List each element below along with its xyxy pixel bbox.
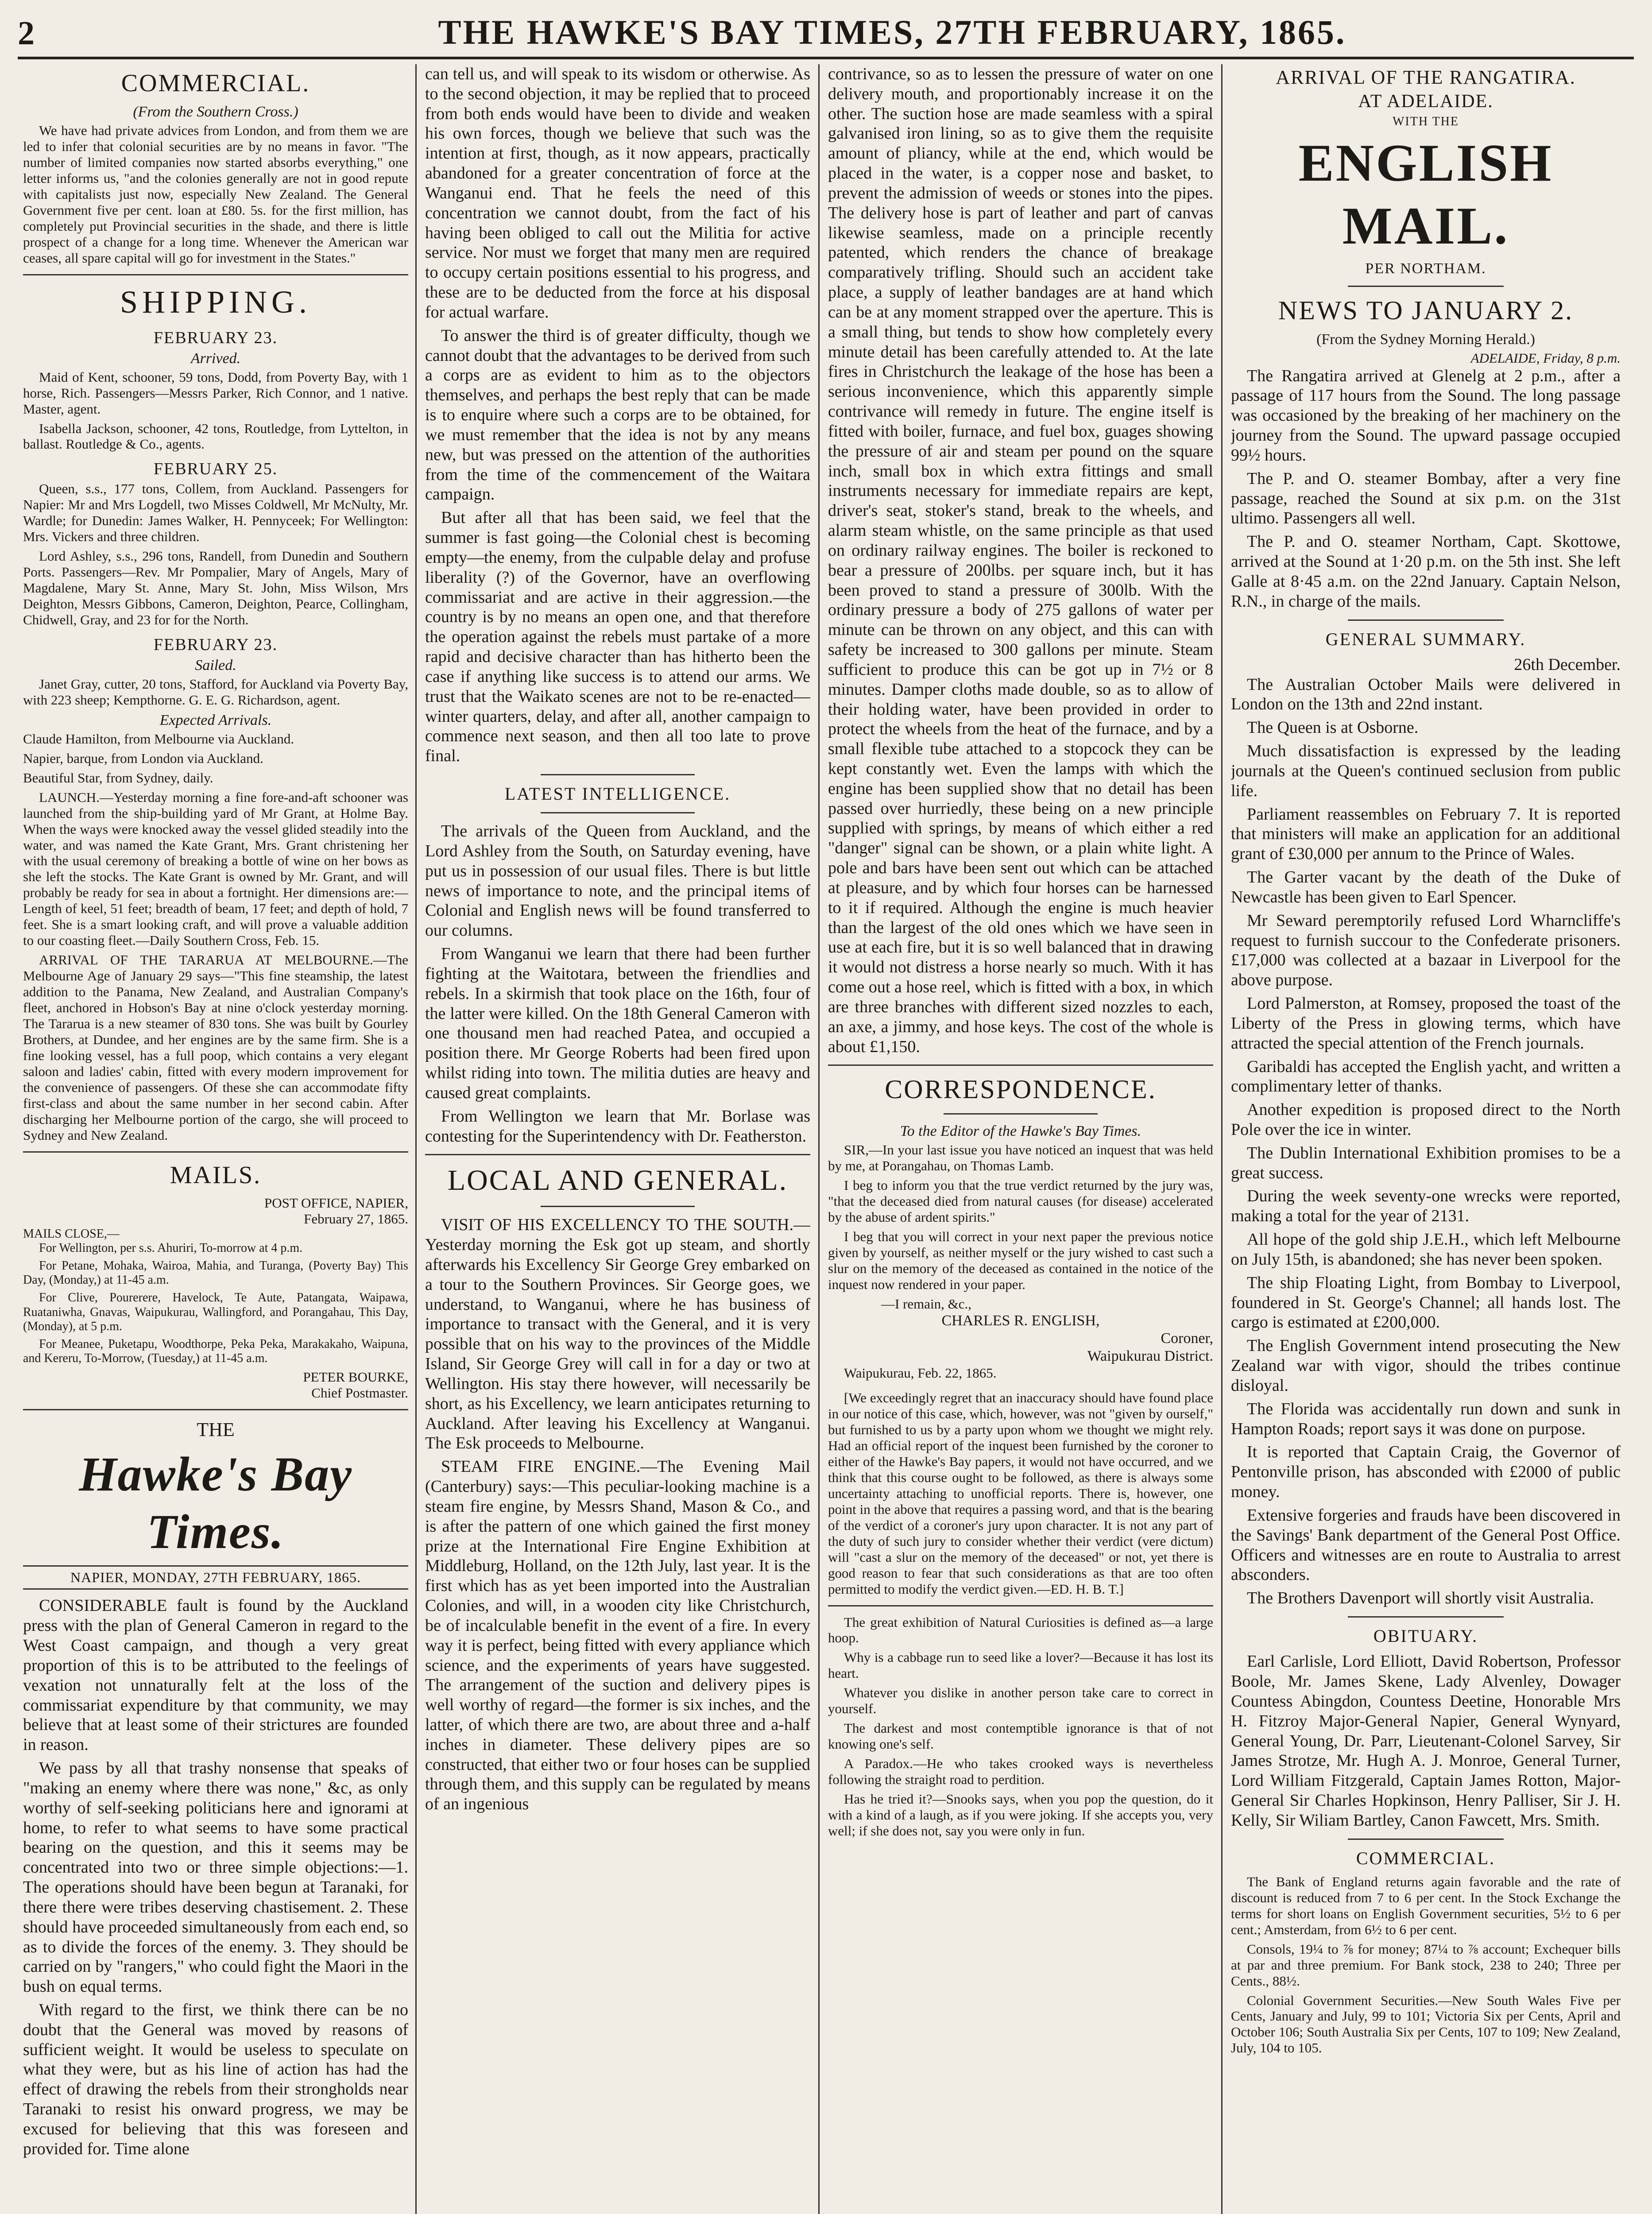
editorial-paragraph: We pass by all that trashy nonsense that speaks of "making an enemy where there was none," &c, as only worthy of self-seeking politicians here and ignorami at home, to refer to what seems to have some practical bearing on the question, and this it seems may be concentrated into two or three simple objections:—1. The operations should have been begun at Taranaki, for there there were tribes deserving chastisement. 2. These should have proceeded simultaneously from each end, so as to divide the forces of the enemy. 3. They should be carried on by "rangers," who could fight the Maori in the bush on equal terms. — [23, 1759, 408, 1996]
fire-engine-paragraph: contrivance, so as to lessen the pressure of water on one delivery mouth, and proportionably increase it on the other. The suction hose are made seamless with a spiral galvanised iron lining, so as to give them the requisite amount of pliancy, while at the end, which would be placed in the water, is a copper nose and basket, to prevent the admission of weeds or stones into the pipes. The delivery hose is part of leather and part of canvas likewise seamless, made on a principle recently patented, which renders the chance of breakage comparatively trifling. Should such an accident take place, a supply of leather bandages are at hand which can be at any moment strapped over the aperture. This is a small thing, but tends to show how completely every minute detail has been carefully attended to. At the late fires in Christchurch the leakage of the hose has been a serious inconvenience, which this apparently simple contrivance will remedy in future. The engine itself is fitted with boiler, furnace, and fuel box, guages showing the pressure of air and steam per pound on the square inch, small box in which extra fittings and small instruments necessary for immediate repairs are kept, driver's seat, stoker's stand, break to the wheels, and alarm steam whistle, on the same principle as that used on ordinary railway engines. The boiler is reckoned to bear a pressure of 200lbs. per square inch, but it has been proved to stand a pressure of 300lb. With the ordinary pressure a body of 275 gallons of water per minute can be thrown on any object, and this can with safety be increased to 300 gallons per minute. Steam sufficient to produce this can be got up in 7½ or 8 minutes. Damper cloths made double, so as to allow of their holding water, have been provided in order to protect the wheels from the heat of the furnace, and by a small flexible tube attached to a stopcock they can be kept constantly wet. Even the lamps with which the engine has been supplied show that no detail has been passed over hurriedly, these being on a new principle supplied with springs, by means of which either a red "danger" signal can be shown, or a plain white light. A pole and bars have been sent out which can be attached at pleasure, and by which four horses can be harnessed to it if required. Although the engine is much heavier than the largest of the old ones which we have seen in use at each fire, but it is so well balanced that in drawing it would not distress a horse nearly so much. With it has come out a hose reel, which is fitted with a box, in which are three branches with different sized nozzles to each, an axe, a jimmy, and hose keys. The cost of the whole is about £1,150. — [828, 65, 1213, 1056]
news-dateline: ADELAIDE, Friday, 8 p.m. — [1470, 350, 1621, 366]
arrived-label: Arrived. — [190, 350, 241, 367]
letter-signature: CHARLES R. ENGLISH, — [941, 1312, 1100, 1329]
news-paragraph: The Rangatira arrived at Glenelg at 2 p.m., after a passage of 117 hours from the Sound. The long passage was occasioned by the breaking of her machinery on the journey from the Sound. The upward passage occupied 99½ hours. — [1231, 366, 1621, 464]
correspondence-heading: CORRESPONDENCE. — [885, 1075, 1157, 1104]
tararua-paragraph: ARRIVAL OF THE TARARUA AT MELBOURNE.—The Melbourne Age of January 29 says—"This fine steamship, the latest addition to the Panama, New Zealand, and Australian Company's fleet, anchored in Hobson's Bay at nine o'clock yesterday morning. The Tararua is a new steamer of 830 tons. She was built by Gourley Brothers, at Dundee, and her engines are by the same firm. She is a fine looking vessel, has a full poop, which contains a very elegant saloon and ladies' cabin, fitted with every modern improvement for the convenience of passengers. Of these she can accommodate fifty first-class and about the same number in her second cabin. After discharging her Melbourne portion of the cargo, she will proceed to Sydney and New Zealand. — [23, 952, 408, 1143]
editorial-paragraph: To answer the third is of greater difficulty, though we cannot doubt that the advantages to be derived from such a corps are as evident to him as to the objectors themselves, and perhaps the best reply that can be made is to enquire where such a corps are to be obtained, for we must remember that the idea is not by any means new, but was pressed on the attention of the authorities from the time of the commencement of the Waitara campaign. — [425, 326, 810, 504]
editorial-paragraph: CONSIDERABLE fault is found by the Auckland press with the plan of General Cameron in regard to the West Coast campaign, and though a very great proportion of this is to be attributed to the feelings of vexation not unnaturally felt at the loss of the commissariat expenditure by that community, we may believe that at least some of their strictures are founded in reason. — [23, 1596, 408, 1754]
commercial-heading-2: COMMERCIAL. — [1356, 1848, 1496, 1868]
divider — [944, 1113, 1098, 1115]
divider — [541, 1206, 695, 1207]
mails-office: POST OFFICE, NAPIER, — [264, 1195, 408, 1211]
editorial-dateline: NAPIER, MONDAY, 27TH FEBRUARY, 1865. — [23, 1565, 408, 1590]
divider — [1348, 1839, 1504, 1840]
arrival-at: AT ADELAIDE. — [1358, 91, 1493, 112]
shipping-date: FEBRUARY 23. — [153, 635, 278, 654]
summary-item: The Florida was accidentally run down and sunk in Hampton Roads; report says it was done on purpose. — [1231, 1399, 1621, 1438]
mail-entry: For Meanee, Puketapu, Woodthorpe, Peka Peka, Marakakaho, Waipuna, and Kereru, To-Morrow, (Tuesday,) at 11-45 a.m. — [23, 1337, 408, 1366]
commercial-text: We have had private advices from London, and from them we are led to infer that colonial securities are by no means in favor. "The number of limited companies now started absorbs everything," one letter informs us, "and the colonies generally are not in good repute with capitalists just now, especially New Zealand. The General Government five per cent. loan at £80. 5s. for the first million, has completely put Provincial securities in the shade, and there is little prospect of a change for a long time. Whenever the American war ceases, all spare capital will go for investment in the States." — [23, 123, 408, 266]
letter-paragraph: SIR,—In your last issue you have noticed an inquest that was held by me, at Porangahau, on Thomas Lamb. — [828, 1142, 1213, 1174]
summary-item: Parliament reassembles on February 7. It is reported that ministers will make an application for an additional grant of £30,000 per annum to the Prince of Wales. — [1231, 805, 1621, 863]
summary-item: The Garter vacant by the death of the Duke of Newcastle has been given to Earl Spencer. — [1231, 868, 1621, 906]
local-paragraph: VISIT OF HIS EXCELLENCY TO THE SOUTH.—Yesterday morning the Esk got up steam, and shortly afterwards his Excellency Sir George Grey embarked on a tour to the Southern Provinces. Sir George goes, we understand, to Wanganui, where he has business of importance to transact with the General, and it is very possible that on his way to the provinces of the Middle Island, Sir George Grey will call in for a day or two at Wellington. His stay there however, will necessarily be short, as his Excellency, we learn anticipates returning to Auckland. After leaving his Excellency at Wanganui. The Esk proceeds to Melbourne. — [425, 1215, 810, 1453]
divider — [1348, 619, 1504, 621]
misc-item: Whatever you dislike in another person take care to correct in yourself. — [828, 1685, 1213, 1717]
per-northam: PER NORTHAM. — [1365, 260, 1486, 277]
letter-paragraph: I beg to inform you that the true verdict returned by the jury was, "that the deceased died from natural causes (for disease) accelerated by the abuse of ardent spirits." — [828, 1177, 1213, 1225]
commercial-heading: COMMERCIAL. — [121, 70, 310, 97]
divider — [23, 1409, 408, 1410]
shipping-heading: SHIPPING. — [120, 284, 312, 320]
summary-date: 26th December. — [1514, 655, 1621, 674]
masthead — [18, 8, 1634, 59]
summary-item: The English Government intend prosecuting the New Zealand war with vigor, should the tribes continue disloyal. — [1231, 1336, 1621, 1395]
summary-item: Mr Seward peremptorily refused Lord Wharncliffe's request to furnish succour to the Confederate prisoners. £17,000 was collected at a bazaar in Liverpool for the above purpose. — [1231, 911, 1621, 990]
mail-entry: For Clive, Pourerere, Havelock, Te Aute, Patangata, Waipawa, Ruataniwha, Gnavas, Waipukurau, Wallingford, and Porangahau, This Day, (Monday), at 5 p.m. — [23, 1291, 408, 1333]
expected-entry: Claude Hamilton, from Melbourne via Auckland. — [23, 731, 294, 747]
summary-item: It is reported that Captain Craig, the Governor of Pentonville prison, has absconded with £2000 of public money. — [1231, 1443, 1621, 1502]
divider — [541, 774, 695, 775]
english-mail-heading: ENGLISH MAIL. — [1298, 133, 1553, 255]
shipping-date: FEBRUARY 25. — [153, 460, 278, 479]
column-3 — [828, 64, 1213, 2214]
letter-paragraph: I beg that you will correct in your next paper the previous notice given by yourself, as neither myself or the jury wished to cast such a slur on the memory of the deceased as contained in the notice of the inquest now rendered in your paper. — [828, 1229, 1213, 1292]
summary-item: Another expedition is proposed direct to the North Pole over the ice in winter. — [1231, 1100, 1621, 1139]
arrival-entry: Isabella Jackson, schooner, 42 tons, Routledge, from Lyttelton, in ballast. Routledge & Co., agents. — [23, 420, 408, 452]
launch-paragraph: LAUNCH.—Yesterday morning a fine fore-and-aft schooner was launched from the ship-building yard of Mr Grant, at Holme Bay. When the ways were knocked away the vessel glided steadily into the water, and was named the Kate Grant, Mrs. Grant christening her with the usual ceremony of breaking a bottle of wine on her bows as she left the stocks. The Kate Grant is owned by Mr. Grant, and will probably be ready for sea in about a fortnight. Her dimensions are:—Length of keel, 51 feet; breadth of beam, 17 feet; and depth of hold, 7 feet. She is a smart looking craft, and will prove a valuable addition to our coasting fleet.—Daily Southern Cross, Feb. 15. — [23, 789, 408, 948]
sailed-label: Sailed. — [195, 657, 236, 673]
mails-close: MAILS CLOSE,— — [23, 1227, 120, 1241]
arrival-entry: Lord Ashley, s.s., 296 tons, Randell, from Dunedin and Southern Ports. Passengers—Rev. Mr Pompalier, Mary of Angels, Mary of Magdalene, Mary St. Anne, Mary St. John, Miss Wilson, Mrs Deighton, Messrs Gibbons, Cameron, Deighton, Pearce, Collingham, Chidwell, Gray, and 23 for for the North. — [23, 548, 408, 627]
latest-paragraph: From Wellington we learn that Mr. Borlase was contesting for the Superintendency with Dr. Featherston. — [425, 1107, 810, 1146]
summary-heading: GENERAL SUMMARY. — [1325, 629, 1526, 649]
expected-entry: Beautiful Star, from Sydney, daily. — [23, 770, 213, 786]
summary-list — [1231, 675, 1621, 1608]
editor-note: [We exceedingly regret that an inaccuracy should have found place in our notice of this case, which, however, was not "given by ourself," but furnished to us by a party upon whom we thought we might rely. Had an official report of the inquest been furnished by the coroner to either of the Hawke's Bay papers, it would not have occurred, and we think that this course ought to be followed, as there is always some uncertainty attaching to unofficial reports. There is, however, one point in the above that requires a passing word, and that is the bearing of the verdict of a coroner's jury upon character. It is not any part of the duty of such jury to consider whether their verdict (vere dictum) will "cast a slur on the memory of the deceased" or not, yet there is good reason to fear that such considerations as that are too often permitted to modify the verdict given.—ED. H. B. T.] — [828, 1390, 1213, 1597]
mails-signature: PETER BOURKE, — [303, 1369, 408, 1385]
newspaper-flag: Hawke's Bay Times. — [79, 1447, 352, 1559]
obituary-text: Earl Carlisle, Lord Elliott, David Robertson, Professor Boole, Mr. James Skene, Lady Alvenley, Dowager Countess Abingdon, Countess Deetine, Honorable Mrs H. Fitzroy Major-General Napier, General Wynyard, General Young, Dr. Parr, Lieutenant-Colonel Sarvey, Sir James Strotze, Mr. Hugh A. J. Monroe, General Turner, Lord William Fitzgerald, Captain James Rotton, Major-General Sir Charles Hopkinson, Henry Palliser, Sir J. H. Kelly, Sir Wiliam Bartley, Canon Fawcett, Mrs. Smith. — [1231, 1652, 1621, 1830]
summary-item: Lord Palmerston, at Romsey, proposed the toast of the Liberty of the Press in glowing terms, which have attracted the special attention of the French journals. — [1231, 994, 1621, 1053]
divider — [541, 812, 695, 813]
summary-item: All hope of the gold ship J.E.H., which left Melbourne on July 15th, is abandoned; she has never been spoken. — [1231, 1230, 1621, 1269]
news-source: (From the Sydney Morning Herald.) — [1316, 331, 1535, 348]
column-2 — [425, 64, 810, 2214]
local-general-heading: LOCAL AND GENERAL. — [447, 1164, 788, 1197]
column-rule — [1221, 64, 1223, 2214]
divider — [828, 1064, 1213, 1066]
local-paragraph: STEAM FIRE ENGINE.—The Evening Mail (Canterbury) says:—This peculiar-looking machine is a steam fire engine, by Messrs Shand, Mason & Co., and is after the pattern of one which gained the first money prize at the International Fire Engine Exhibition at Middleburg, Holland, on the 12th July, last year. It is the first which has as yet been imported into the Australian Colonies, and will, in a wooden city like Christchurch, be of incalculable benefit in the event of a fire. In every way it is perfect, being fitted with every appliance which science, and the experiments of years have suggested. The arrangement of the suction and delivery pipes is well worthy of regard—the former is six inches, and the latter, of which there are two, are about three and a-half inches in diameter. These delivery pipes are so constructed, that either two or four hoses can be supplied through them, and this supply can be regulated by means of an ingenious — [425, 1457, 810, 1814]
summary-item: Extensive forgeries and frauds have been discovered in the Savings' Bank department of the General Post Office. Officers and witnesses are en route to Australia to arrest absconders. — [1231, 1506, 1621, 1584]
misc-item: The great exhibition of Natural Curiosities is defined as—a large hoop. — [828, 1614, 1213, 1646]
mails-date: February 27, 1865. — [304, 1211, 408, 1227]
summary-item: The Brothers Davenport will shortly visit Australia. — [1247, 1589, 1594, 1608]
editorial-paragraph: But after all that has been said, we feel that the summer is fast going—the Colonial chest is becoming empty—the enemy, from the culpable delay and profuse liberality (?) of the Governor, have an overflowing commissariat and are active in their aggression.—the country is by no means an open one, and that therefore the operation against the rebels must partake of a more rapid and decisive character than has hitherto been the case if anything like success is to attend our arms. We trust that the Waikato scenes are not to be re-enacted—winter quarters, delay, and after all, another campaign to commence next season, and then all too late to prove final. — [425, 508, 810, 766]
arrival-entry: Queen, s.s., 177 tons, Collem, from Auckland. Passengers for Napier: Mr and Mrs Logdell, two Misses Coldwell, Mr McNulty, Mr. Wardle; for Dunedin: James Walker, H. Pennyceek; For Wellington: Mrs. Vickers and three children. — [23, 481, 408, 545]
divider — [828, 1605, 1213, 1606]
news-paragraph: The P. and O. steamer Northam, Capt. Skottowe, arrived at the Sound at 1·20 p.m. on the 5th inst. She left Galle at 8·45 a.m. on the 22nd January. Captain Nelson, R.N., in charge of the mails. — [1231, 532, 1621, 611]
arrival-heading: ARRIVAL OF THE RANGATIRA. — [1276, 66, 1576, 88]
obituary-heading: OBITUARY. — [1373, 1626, 1478, 1646]
divider — [1348, 1616, 1504, 1618]
latest-paragraph: The arrivals of the Queen from Auckland, and the Lord Ashley from the South, on Saturday evening, have put us in possession of our usual files. There is but little news of importance to note, and the principal items of Colonial and English news will be found transferred to our columns. — [425, 822, 810, 940]
misc-item: A Paradox.—He who takes crooked ways is nevertheless following the straight road to perdition. — [828, 1756, 1213, 1788]
summary-item: The Dublin International Exhibition promises to be a great success. — [1231, 1143, 1621, 1182]
expected-entry: Napier, barque, from London via Auckland. — [23, 750, 263, 766]
correspondence-to: To the Editor of the Hawke's Bay Times. — [900, 1123, 1141, 1140]
sailed-entry: Janet Gray, cutter, 20 tons, Stafford, for Auckland via Poverty Bay, with 223 sheep; Kempthorne. G. E. G. Richardson, agent. — [23, 676, 408, 708]
news-paragraph: The P. and O. steamer Bombay, after a very fine passage, reached the Sound at six p.m. on the 31st ultimo. Passengers all well. — [1231, 469, 1621, 528]
mail-entry: For Wellington, per s.s. Ahuriri, To-morrow at 4 p.m. — [39, 1241, 303, 1255]
divider — [23, 1151, 408, 1153]
summary-item: During the week seventy-one wrecks were reported, making a total for the year of 2131. — [1231, 1187, 1621, 1226]
letter-dated: Waipukurau, Feb. 22, 1865. — [844, 1365, 997, 1381]
commercial-paragraph: Colonial Government Securities.—New South Wales Five per Cents, January and July, 99 to 101; Victoria Six per Cents, April and October 106; South Australia Six per Cents, 107 to 109; New Zealand, July, 104 to 105. — [1231, 1992, 1621, 2056]
summary-item: The Australian October Mails were delivered in London on the 13th and 22nd instant. — [1231, 675, 1621, 714]
letter-signature-district: Waipukurau District. — [1087, 1348, 1213, 1365]
mails-signature-title: Chief Postmaster. — [311, 1385, 408, 1401]
divider — [425, 1154, 810, 1155]
mail-entry: For Petane, Mohaka, Wairoa, Mahia, and Turanga, (Poverty Bay) This Day, (Monday,) at 11-45 a.m. — [23, 1258, 408, 1287]
column-rule — [818, 64, 820, 2214]
flag-the: THE — [197, 1419, 235, 1441]
column-1 — [23, 64, 408, 2214]
commercial-paragraph: The Bank of England returns again favorable and the rate of discount is reduced from 7 to 6 per cent. In the Stock Exchange the terms for short loans on English Government securities, 5½ to 6 per cent.; Amsterdam, from 6½ to 6 per cent. — [1231, 1873, 1621, 1937]
letter-close: —I remain, &c., — [881, 1296, 972, 1312]
divider — [1348, 286, 1504, 287]
summary-item: Much dissatisfaction is expressed by the leading journals at the Queen's continued seclusion from public life. — [1231, 742, 1621, 800]
commercial-source: (From the Southern Cross.) — [133, 104, 298, 120]
commercial-paragraph: Consols, 19¼ to ⅞ for money; 87¼ to ⅞ account; Exchequer bills at par and three premium. For Bank stock, 238 to 240; Three per Cents., 88½. — [1231, 1941, 1621, 1989]
misc-item: Why is a cabbage run to seed like a lover?—Because it has lost its heart. — [828, 1649, 1213, 1681]
misc-item: Has he tried it?—Snooks says, when you pop the question, do it with a kind of a laugh, as if you were joking. If she accepts you, very well; if she does not, say you were only in fun. — [828, 1791, 1213, 1839]
summary-item: The ship Floating Light, from Bombay to Liverpool, foundered in St. George's Channel; all hands lost. The cargo is estimated at £200,000. — [1231, 1273, 1621, 1332]
misc-item: The darkest and most contemptible ignorance is that of not knowing one's self. — [828, 1720, 1213, 1752]
news-heading: NEWS TO JANUARY 2. — [1278, 295, 1574, 325]
summary-item: The Queen is at Osborne. — [1247, 718, 1419, 737]
editorial-paragraph: can tell us, and will speak to its wisdom or otherwise. As to the second objection, it may be replied that to proceed from both ends would have been to divide and weaken his own forces, though we believe that such was the intention at first, though, as it now appears, practically abandoned for a greater concentration of force at the Wanganui end. That he feels the need of this concentration we cannot doubt, from the fact of his having been obliged to call out the Militia for active service. Nor must we forget that many men are required to occupy certain positions essential to his progress, and these are to be deducted from the force at his disposal for actual warfare. — [425, 65, 810, 321]
column-4 — [1231, 64, 1621, 2214]
arrival-with: WITH THE — [1393, 115, 1459, 129]
divider — [23, 274, 408, 275]
page-number: 2 — [18, 15, 35, 52]
column-rule — [415, 64, 417, 2214]
arrival-entry: Maid of Kent, schooner, 59 tons, Dodd, from Poverty Bay, with 1 horse, Rich. Passengers—Messrs Parker, Rich Connor, and 1 native. Master, agent. — [23, 369, 408, 417]
running-title: THE HAWKE'S BAY TIMES, 27TH FEBRUARY, 1865. — [438, 13, 1346, 51]
summary-item: Garibaldi has accepted the English yacht, and written a complimentary letter of thanks. — [1231, 1057, 1621, 1096]
expected-label: Expected Arrivals. — [159, 712, 272, 728]
latest-heading: LATEST INTELLIGENCE. — [504, 783, 731, 804]
latest-paragraph: From Wanganui we learn that there had been further fighting at the Waitotara, between the friendlies and rebels. In a skirmish that took place on the 16th, four of the latter were killed. On the 18th General Cameron with one thousand men had reached Patea, and occupied a position there. Mr George Roberts had been fired upon whilst riding into town. The militia duties are heavy and caused great complaints. — [425, 944, 810, 1102]
editorial-paragraph: With regard to the first, we think there can be no doubt that the General was moved by reasons of sufficient weight. It would be useless to speculate on what they were, but as his line of action has had the effect of drawing the rebels from their strongholds near Taranaki to resist his onward progress, we may be excused for believing that this was foreseen and provided for. Time alone — [23, 2001, 408, 2158]
mails-heading: MAILS. — [170, 1161, 262, 1189]
letter-signature-title: Coroner, — [1161, 1330, 1213, 1347]
shipping-date: FEBRUARY 23. — [153, 328, 278, 347]
